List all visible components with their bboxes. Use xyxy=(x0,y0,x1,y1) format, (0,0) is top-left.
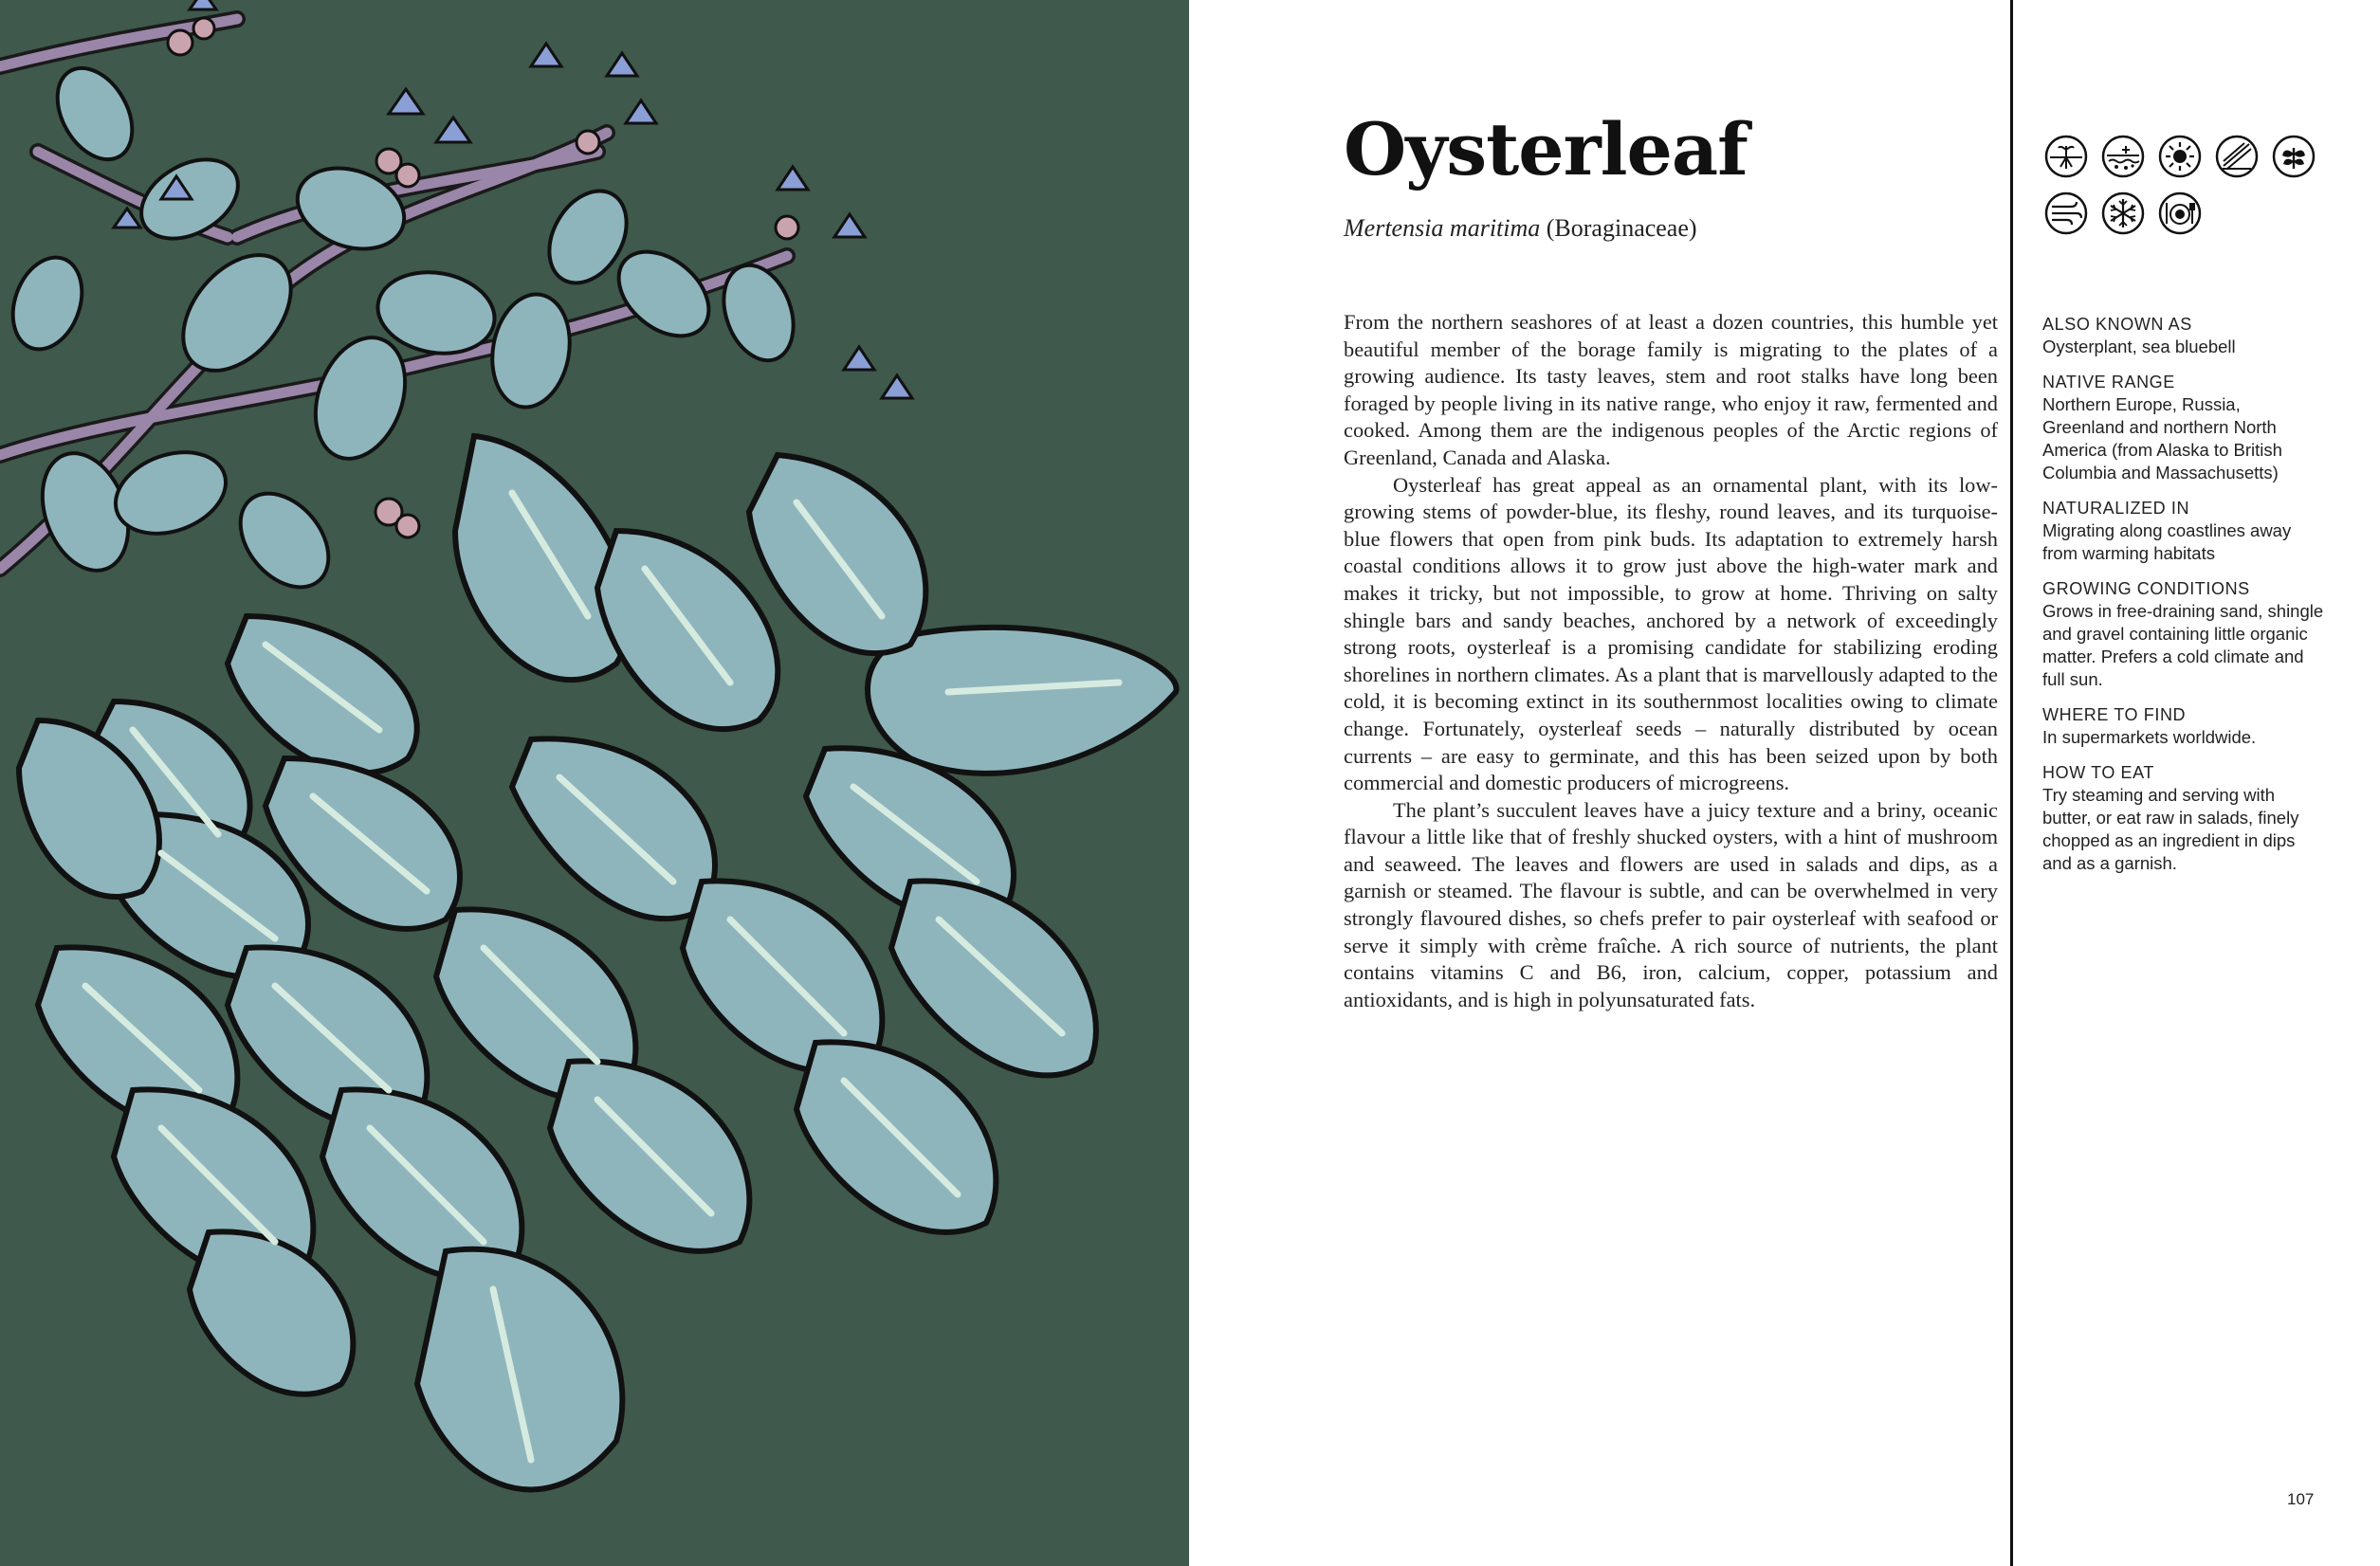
section-text: Oysterplant, sea bluebell xyxy=(2042,337,2236,356)
body-text xyxy=(1344,309,1998,1013)
sidebar-section-native-range xyxy=(2042,371,2327,484)
page-number: 107 xyxy=(2287,1490,2315,1508)
soil-roots-icon xyxy=(2044,135,2088,178)
section-text: Northern Europe, Russia, Greenland and northern North America (from Alaska to British Columbia and Massachusetts) xyxy=(2042,394,2282,483)
section-heading: GROWING CONDITIONS xyxy=(2042,579,2250,598)
sidebar-section-how-to-eat xyxy=(2042,761,2327,875)
plate-icon xyxy=(2158,191,2202,235)
text-page xyxy=(1189,0,2380,1566)
sidebar-section-also-known-as xyxy=(2042,313,2327,358)
shingle-icon xyxy=(2215,135,2259,178)
page-title: Oysterleaf xyxy=(1344,107,1748,191)
info-sidebar xyxy=(2042,313,2327,887)
section-text: Grows in free-draining sand, shingle and gravel containing little organic matter. Prefers a cold climate and full sun. xyxy=(2042,601,2324,689)
latin-name: Mertensia maritima xyxy=(1344,214,1541,242)
section-text: Migrating along coastlines away from warming habitats xyxy=(2042,520,2292,563)
oysterleaf-illustration xyxy=(0,0,1189,1566)
botanical-name xyxy=(1344,214,1697,243)
sidebar-section-naturalized-in xyxy=(2042,497,2327,565)
plant-drawing xyxy=(0,0,1189,1566)
section-text: In supermarkets worldwide. xyxy=(2042,727,2257,747)
large-leaves xyxy=(19,436,1177,1489)
section-heading: NATURALIZED IN xyxy=(2042,499,2190,518)
paragraph: Oysterleaf has great appeal as an ornamental plant, with its low-growing stems of powder-blue, its fleshy, round leaves, and its turquoise-blue flowers that open from pink buds. Its adaptation to extremely harsh coastal conditions allows it to grow just above the high-water mark and makes it tricky, but not impossible, to grow at home. Thriving on salty shingle bars and sandy beaches, anchored by a network of exceedingly strong roots, oysterleaf is a promising candidate for stabilizing eroding shorelines in northern climates. As a plant that is marvellously adapted to the cold, it is becoming extinct in its southernmost localities owing to climate change. Fortunately, oysterleaf seeds – naturally distributed by ocean currents – are easy to germinate, and this has been seized upon by both commercial and domestic producers of microgreens. xyxy=(1344,472,1998,795)
sprout-icon xyxy=(2272,135,2316,178)
section-heading: ALSO KNOWN AS xyxy=(2042,315,2192,334)
paragraph: From the northern seashores of at least a dozen countries, this humble yet beautiful member of the borage family is migrating to the plates of a growing audience. Its tasty leaves, stem and root stalks have long been foraged by people living in its native range, who enjoy it raw, fermented and cooked. Among them are the indigenous peoples of the Arctic regions of Greenland, Canada and Alaska. xyxy=(1344,310,1998,469)
family-name: (Boraginaceae) xyxy=(1546,214,1697,242)
section-heading: HOW TO EAT xyxy=(2042,763,2155,782)
snowflake-icon xyxy=(2101,191,2145,235)
sun-icon xyxy=(2158,135,2202,178)
sidebar-section-growing-conditions xyxy=(2042,577,2327,691)
section-heading: WHERE TO FIND xyxy=(2042,705,2187,724)
sidebar-section-where-to-find xyxy=(2042,703,2327,749)
section-heading: NATIVE RANGE xyxy=(2042,373,2175,392)
column-divider xyxy=(2010,0,2013,1566)
section-text: Try steaming and serving with butter, or eat raw in salads, finely chopped as an ingredient in dips and as a garnish. xyxy=(2042,785,2299,873)
wind-icon xyxy=(2044,191,2088,235)
paragraph: The plant’s succulent leaves have a juicy texture and a briny, oceanic flavour a little like that of freshly shucked oysters, with a hint of mushroom and seaweed. The leaves and flowers are used in salads and dips, as a garnish or steamed. The flavour is subtle, and can be overwhelmed in very strongly flavoured dishes, so chefs prefer to pair oysterleaf with seafood or serve it simply with crème fraîche. A rich source of nutrients, the plant contains vitamins C and B6, iron, calcium, copper, potassium and antioxidants, and is high in polyunsaturated fats. xyxy=(1344,797,1998,1011)
shoreline-icon xyxy=(2101,135,2145,178)
